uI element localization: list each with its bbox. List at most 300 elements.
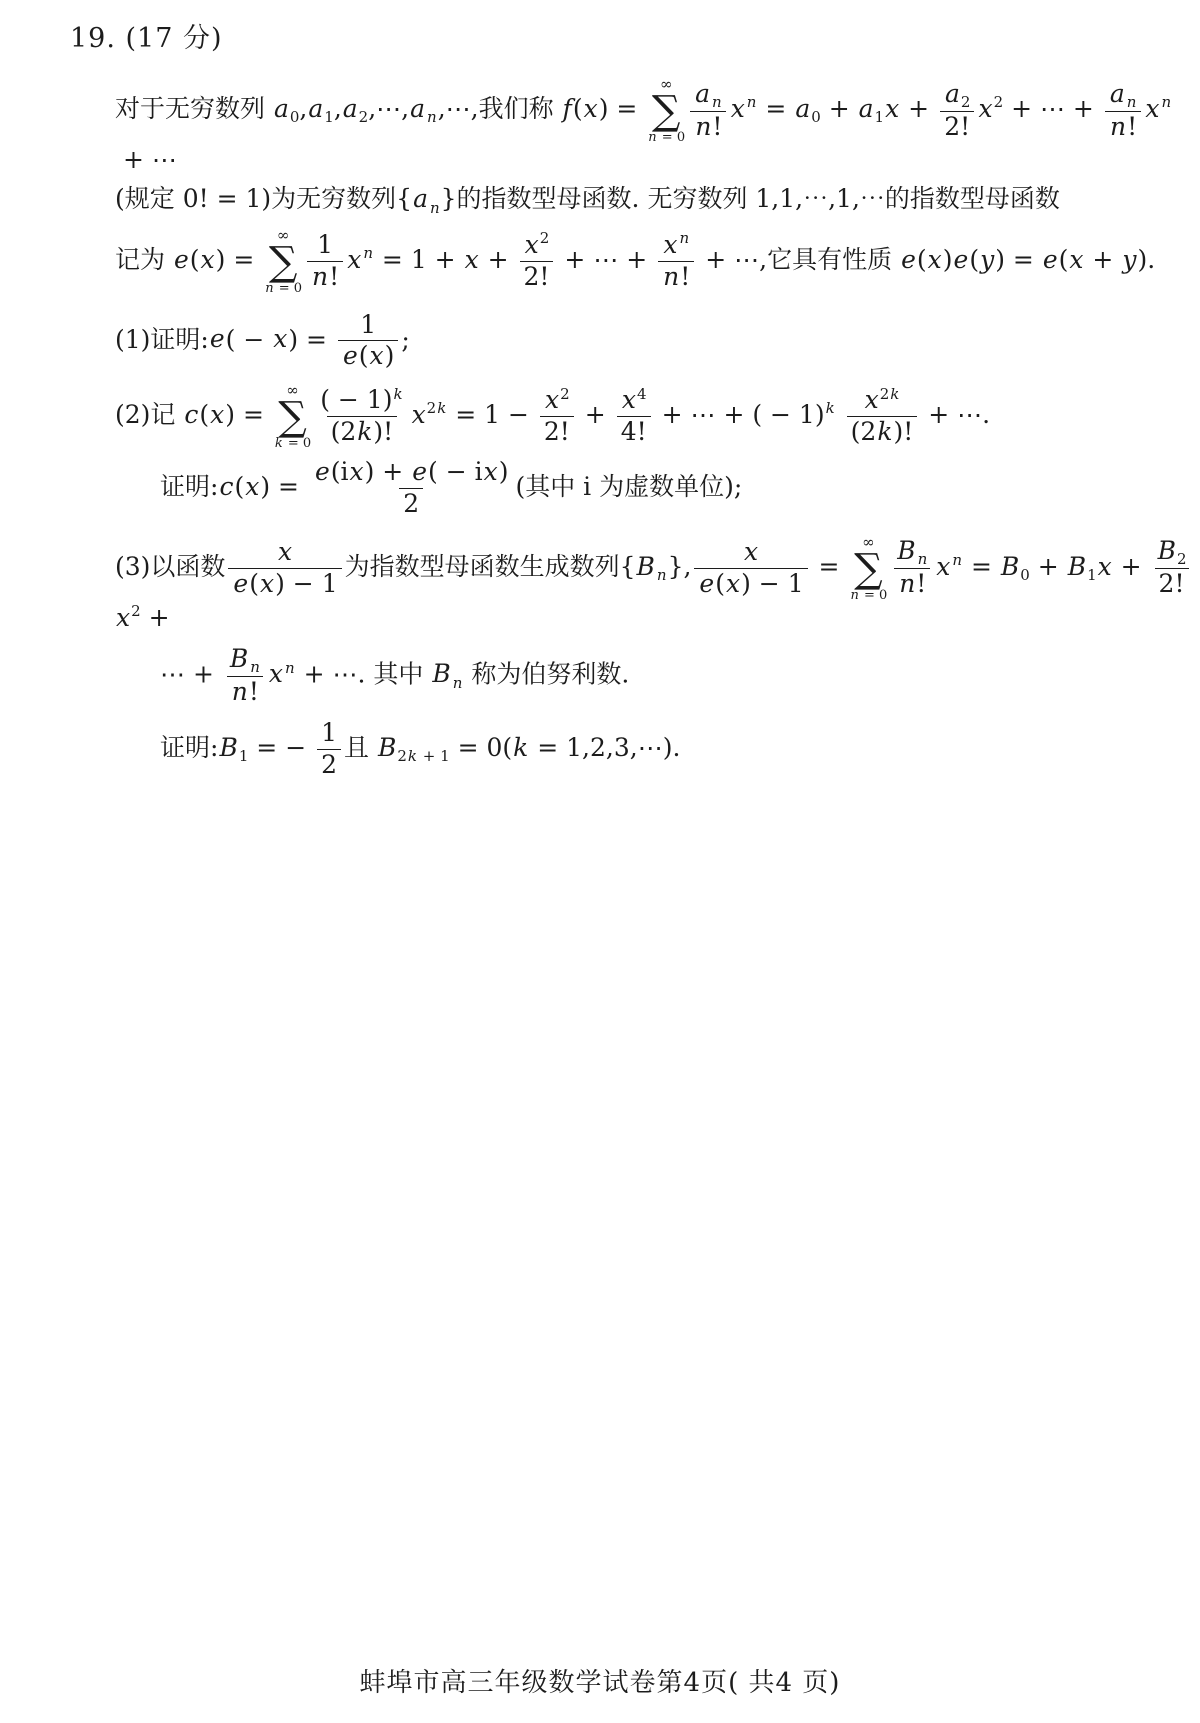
text-run: 0	[811, 108, 821, 127]
text-run: = 0	[283, 436, 312, 451]
denominator	[658, 261, 694, 292]
text-run: )	[498, 457, 509, 486]
subscript	[359, 110, 369, 125]
fraction	[847, 386, 918, 447]
text-run: ( − 1)	[320, 385, 393, 415]
text-run: + ⋯ + ( − 1)	[653, 400, 825, 429]
math-variable: x	[259, 568, 275, 598]
math-variable: B	[219, 732, 238, 762]
text-run: 2	[879, 384, 890, 403]
summation	[274, 383, 311, 450]
math-variable: k	[513, 732, 529, 762]
denominator	[1105, 111, 1141, 142]
text-run: 2	[397, 746, 407, 765]
math-variable: x	[273, 324, 288, 354]
math-variable: x	[978, 94, 993, 123]
subscript	[426, 110, 438, 125]
math-variable: k	[393, 384, 403, 403]
denominator	[1155, 568, 1189, 599]
subscript	[1177, 552, 1187, 567]
text-run: 2	[539, 229, 550, 247]
math-variable: k	[357, 417, 373, 446]
math-variable: x	[545, 385, 560, 415]
text-run: ,	[683, 551, 692, 581]
text-run: +	[576, 400, 614, 429]
numerator	[316, 386, 407, 416]
text-run: +	[140, 602, 170, 632]
fraction	[520, 231, 554, 292]
math-variable: x	[730, 94, 745, 123]
math-variable: x	[663, 229, 678, 259]
exam-page	[0, 0, 1200, 779]
part-3-line-1	[0, 532, 1200, 633]
text-run: + ⋯.	[920, 400, 991, 429]
math-variable: n	[679, 229, 690, 247]
text-run: 证明:	[160, 732, 219, 762]
text-run: 4	[636, 384, 647, 403]
text-run: 1	[321, 717, 338, 747]
text-run: !	[712, 111, 723, 141]
text-run: 2	[131, 601, 141, 620]
denominator	[317, 749, 341, 780]
text-run: +	[820, 94, 858, 123]
sum-upper-limit: ∞	[862, 532, 875, 551]
text-run: 2	[1176, 550, 1187, 569]
text-run: (其中 i 为虚数单位);	[515, 471, 743, 501]
subscript	[917, 552, 929, 567]
math-variable: a	[342, 94, 358, 123]
math-variable: c	[219, 471, 234, 501]
subscript	[875, 110, 885, 125]
sum-lower-limit	[264, 281, 302, 295]
text-run: 1	[1087, 565, 1097, 584]
denominator	[228, 568, 341, 599]
numerator	[690, 80, 727, 111]
superscript	[879, 384, 901, 403]
text-run: (2	[330, 417, 357, 446]
math-variable: x	[927, 244, 942, 274]
part-3-line-2	[0, 645, 1200, 707]
subscript	[811, 110, 821, 125]
math-variable: n	[363, 243, 373, 262]
text-run: 1	[317, 229, 334, 259]
math-variable: x	[245, 471, 260, 501]
text-run: }	[440, 184, 457, 214]
text-run: + 1	[417, 746, 450, 765]
math-variable: a	[858, 94, 874, 123]
math-variable: a	[308, 94, 324, 123]
subscript	[960, 92, 971, 111]
fraction	[540, 386, 574, 447]
text-run: = 0(	[449, 732, 513, 762]
text-run: (	[358, 341, 369, 371]
sigma-icon: ∑	[278, 394, 307, 440]
text-run: (	[572, 94, 583, 123]
subscript	[452, 673, 464, 692]
math-variable: x	[464, 244, 479, 274]
numerator	[310, 458, 513, 488]
math-variable: x	[268, 659, 283, 689]
text-run: =	[757, 94, 795, 123]
text-run: = 0	[657, 130, 686, 145]
math-variable: n	[695, 111, 712, 141]
math-variable: a	[795, 94, 811, 123]
text-run: !	[248, 677, 259, 706]
sum-lower-limit	[849, 588, 887, 602]
math-variable: n	[656, 565, 667, 584]
numerator	[739, 538, 763, 568]
math-variable: k	[437, 399, 447, 418]
math-variable: x	[621, 385, 636, 415]
text-run: ( −	[225, 324, 273, 354]
math-variable: x	[277, 536, 293, 566]
text-run: 0	[289, 108, 300, 127]
math-variable: B	[229, 643, 249, 673]
math-variable: n	[452, 673, 463, 692]
numerator	[940, 80, 974, 111]
statement-line-1	[0, 77, 1200, 175]
text-run: ) =	[995, 244, 1042, 274]
text-run: )!	[373, 417, 394, 446]
text-run: (	[249, 568, 259, 598]
math-variable: y	[980, 244, 995, 274]
text-run: =	[963, 551, 1000, 581]
superscript	[746, 95, 758, 110]
math-variable: x	[743, 536, 759, 566]
math-variable: B	[432, 659, 451, 689]
text-run: )	[384, 341, 395, 371]
text-run: = 1 +	[373, 244, 464, 274]
subscript	[290, 110, 300, 125]
text-run: 2	[426, 399, 437, 418]
fraction	[317, 719, 341, 780]
fraction	[228, 538, 341, 599]
math-variable: B	[1000, 551, 1020, 581]
text-run: 2	[403, 488, 420, 518]
text-run: ) +	[364, 457, 412, 486]
subscript	[249, 660, 261, 675]
text-run: + ⋯,它具有性质	[697, 244, 901, 274]
numerator	[520, 231, 554, 261]
fraction	[316, 386, 407, 447]
text-run: =	[810, 551, 848, 581]
subscript	[656, 565, 668, 584]
text-run: {	[396, 184, 413, 214]
math-variable: a	[273, 94, 289, 123]
numerator	[658, 231, 694, 261]
text-run: (	[234, 471, 245, 501]
subscript	[429, 198, 441, 217]
math-variable: x	[347, 244, 362, 274]
text-run: 且	[344, 732, 377, 762]
numerator	[317, 719, 341, 749]
math-variable: x	[1069, 244, 1084, 274]
denominator	[307, 261, 343, 292]
numerator	[225, 645, 265, 676]
fraction	[307, 231, 343, 292]
math-variable: x	[1145, 94, 1160, 123]
numerator	[860, 386, 905, 416]
text-run: ) =	[225, 400, 272, 429]
math-variable: n	[285, 658, 295, 677]
math-variable: a	[410, 94, 426, 123]
text-run: (	[916, 244, 927, 274]
math-variable: B	[1067, 551, 1087, 581]
subscript	[1020, 565, 1030, 584]
text-run: 1	[238, 746, 249, 765]
math-variable: x	[369, 341, 384, 371]
numerator	[356, 311, 380, 341]
subscript	[711, 92, 723, 111]
text-run: 2	[960, 92, 971, 111]
superscript	[678, 231, 690, 246]
math-variable: B	[636, 551, 655, 581]
summation	[647, 77, 685, 144]
math-variable: f	[562, 94, 572, 123]
superscript	[1161, 95, 1173, 110]
text-run: + ⋯ +	[556, 244, 656, 274]
text-run	[836, 400, 844, 429]
text-run: +	[1112, 551, 1150, 581]
fraction	[310, 458, 513, 519]
denominator	[327, 416, 398, 447]
math-variable: k	[825, 399, 835, 418]
math-variable: a	[695, 78, 711, 108]
math-variable: n	[1110, 111, 1127, 141]
math-variable: x	[483, 457, 498, 486]
superscript	[951, 550, 963, 569]
math-variable: n	[746, 93, 757, 112]
math-variable: e	[953, 244, 969, 274]
text-run: 称为伯努利数.	[463, 659, 630, 689]
sum-upper-limit: ∞	[659, 75, 673, 93]
denominator	[227, 676, 263, 707]
text-run: + ⋯ +	[1003, 94, 1102, 123]
math-variable: n	[427, 108, 437, 127]
superscript	[560, 384, 570, 403]
math-variable: x	[725, 568, 741, 598]
text-run: ).	[1137, 244, 1156, 274]
math-variable: n	[231, 677, 248, 706]
math-variable: n	[265, 280, 274, 296]
math-variable: e	[699, 568, 715, 598]
summation	[849, 532, 888, 603]
math-variable: x	[200, 244, 215, 274]
text-run: = −	[248, 732, 315, 762]
text-run: (	[1058, 244, 1069, 274]
text-run: (2	[850, 417, 877, 446]
text-run: ,	[299, 94, 308, 123]
text-run: ( − i	[428, 457, 483, 486]
text-run: (3)以函数	[115, 551, 226, 581]
denominator	[847, 416, 918, 447]
text-run: = 1,2,3,⋯).	[529, 732, 681, 762]
part-3-proof-line	[0, 719, 1200, 780]
text-run: +	[1029, 551, 1067, 581]
subscript	[397, 746, 450, 765]
statement-line-2	[0, 183, 1200, 215]
math-variable: k	[274, 436, 283, 451]
math-variable: n	[850, 587, 859, 603]
text-run: + ⋯. 其中	[295, 659, 432, 689]
text-run: ,⋯,	[368, 94, 410, 123]
text-run: (1)证明:	[115, 324, 209, 354]
math-variable: n	[712, 92, 722, 111]
math-variable: k	[407, 746, 417, 765]
text-run: (规定 0! = 1)为无穷数列	[115, 184, 397, 214]
math-variable: n	[917, 550, 928, 569]
sum-lower-limit	[647, 130, 685, 144]
text-run: 2	[560, 384, 570, 403]
text-run: (	[189, 244, 200, 274]
math-variable: c	[184, 400, 199, 429]
math-variable: n	[312, 261, 329, 291]
math-variable: a	[1109, 78, 1125, 108]
text-run: 1	[360, 309, 377, 339]
sum-upper-limit: ∞	[276, 225, 290, 244]
math-variable: x	[583, 94, 598, 123]
math-variable: B	[1157, 536, 1176, 565]
superscript	[825, 401, 836, 416]
text-run: (2)记	[115, 400, 184, 429]
subscript	[238, 746, 249, 765]
text-run: 为指数型母函数生成数列	[344, 551, 620, 581]
text-run: 2!	[543, 417, 570, 446]
math-variable: n	[429, 198, 440, 217]
math-variable: x	[864, 385, 879, 415]
text-run: 的指数型母函数. 无穷数列 1,1,⋯,1,⋯的指数型母函数	[456, 184, 1060, 214]
text-run: 2!	[944, 111, 971, 141]
text-run: }	[667, 551, 684, 581]
text-run: 4!	[620, 417, 647, 446]
text-run: 1	[874, 108, 885, 127]
text-run: (	[715, 568, 725, 598]
page-footer: 蚌埠市高三年级数学试卷第4页( 共4 页)	[359, 1668, 841, 1698]
math-variable: e	[1042, 244, 1058, 274]
math-variable: e	[901, 244, 916, 274]
math-variable: n	[1126, 92, 1137, 111]
denominator	[338, 340, 398, 371]
math-variable: e	[412, 457, 427, 486]
text-run: ) =	[288, 324, 335, 354]
sigma-icon: ∑	[268, 238, 298, 285]
math-variable: n	[250, 658, 260, 676]
denominator	[690, 111, 726, 142]
text-run: +	[479, 244, 517, 274]
text-run: +	[900, 94, 938, 123]
math-variable: k	[877, 417, 893, 446]
superscript	[392, 384, 403, 403]
numerator	[540, 386, 574, 416]
text-run: !	[1127, 111, 1138, 141]
fraction	[225, 645, 265, 707]
part-1-line	[0, 311, 1200, 372]
text-run: !	[680, 261, 691, 291]
fraction	[1153, 537, 1191, 599]
text-run: )	[942, 244, 953, 274]
text-run: 2!	[523, 261, 550, 291]
text-run: ) =	[260, 471, 307, 501]
fraction	[694, 538, 807, 599]
text-run: ) − 1	[741, 568, 804, 598]
text-run: ) =	[598, 94, 646, 123]
sum-lower-limit	[274, 436, 311, 450]
numerator	[273, 538, 297, 568]
text-run: = 0	[859, 587, 888, 603]
superscript	[427, 401, 448, 416]
text-run: +	[1084, 244, 1122, 274]
text-run: 1	[324, 108, 334, 127]
sigma-icon: ∑	[854, 545, 883, 592]
part-2-proof-line	[0, 458, 1200, 519]
numerator	[313, 231, 337, 261]
denominator	[540, 416, 574, 447]
fraction	[338, 311, 398, 372]
math-variable: n	[899, 569, 916, 599]
summation	[264, 225, 303, 296]
math-variable: a	[413, 184, 428, 214]
denominator	[399, 488, 423, 519]
math-variable: x	[116, 602, 131, 632]
text-run: = 1 −	[447, 400, 537, 429]
math-variable: k	[890, 384, 900, 403]
superscript	[284, 658, 296, 677]
math-variable: B	[377, 732, 397, 762]
numerator	[617, 386, 651, 416]
math-variable: x	[885, 94, 900, 123]
math-variable: e	[173, 244, 189, 274]
math-variable: y	[1122, 244, 1137, 274]
fraction	[892, 537, 932, 599]
text-run: {	[619, 551, 636, 581]
fraction	[658, 231, 694, 292]
math-variable: e	[342, 341, 358, 371]
denominator	[520, 261, 554, 292]
math-variable: x	[524, 229, 539, 259]
math-variable: x	[411, 400, 426, 429]
fraction	[1105, 80, 1142, 142]
text-run: ;	[401, 324, 410, 354]
subscript	[1126, 92, 1138, 111]
question-number: 19. (17 分)	[70, 23, 223, 54]
text-run: 2	[993, 93, 1004, 112]
superscript	[540, 231, 550, 246]
math-variable: n	[663, 261, 680, 291]
text-run: 0	[1020, 565, 1030, 584]
math-variable: x	[1097, 551, 1112, 581]
text-run: (	[199, 400, 210, 429]
text-run: (	[969, 244, 980, 274]
sigma-icon: ∑	[651, 88, 681, 134]
denominator	[617, 416, 651, 447]
math-variable: x	[349, 457, 364, 486]
fraction	[940, 80, 974, 142]
superscript	[362, 243, 374, 262]
part-2-line	[0, 383, 1200, 450]
denominator	[694, 568, 807, 599]
math-variable: B	[897, 536, 916, 565]
subscript	[1087, 565, 1097, 584]
text-run: 对于无穷数列	[115, 94, 273, 123]
text-run: 证明:	[160, 471, 219, 501]
superscript	[636, 384, 647, 403]
text-run: 2	[321, 749, 338, 779]
math-variable: n	[952, 550, 963, 569]
numerator	[1153, 537, 1191, 568]
text-run: ,⋯,我们称	[437, 94, 562, 123]
superscript	[131, 601, 141, 620]
numerator	[1105, 80, 1142, 111]
